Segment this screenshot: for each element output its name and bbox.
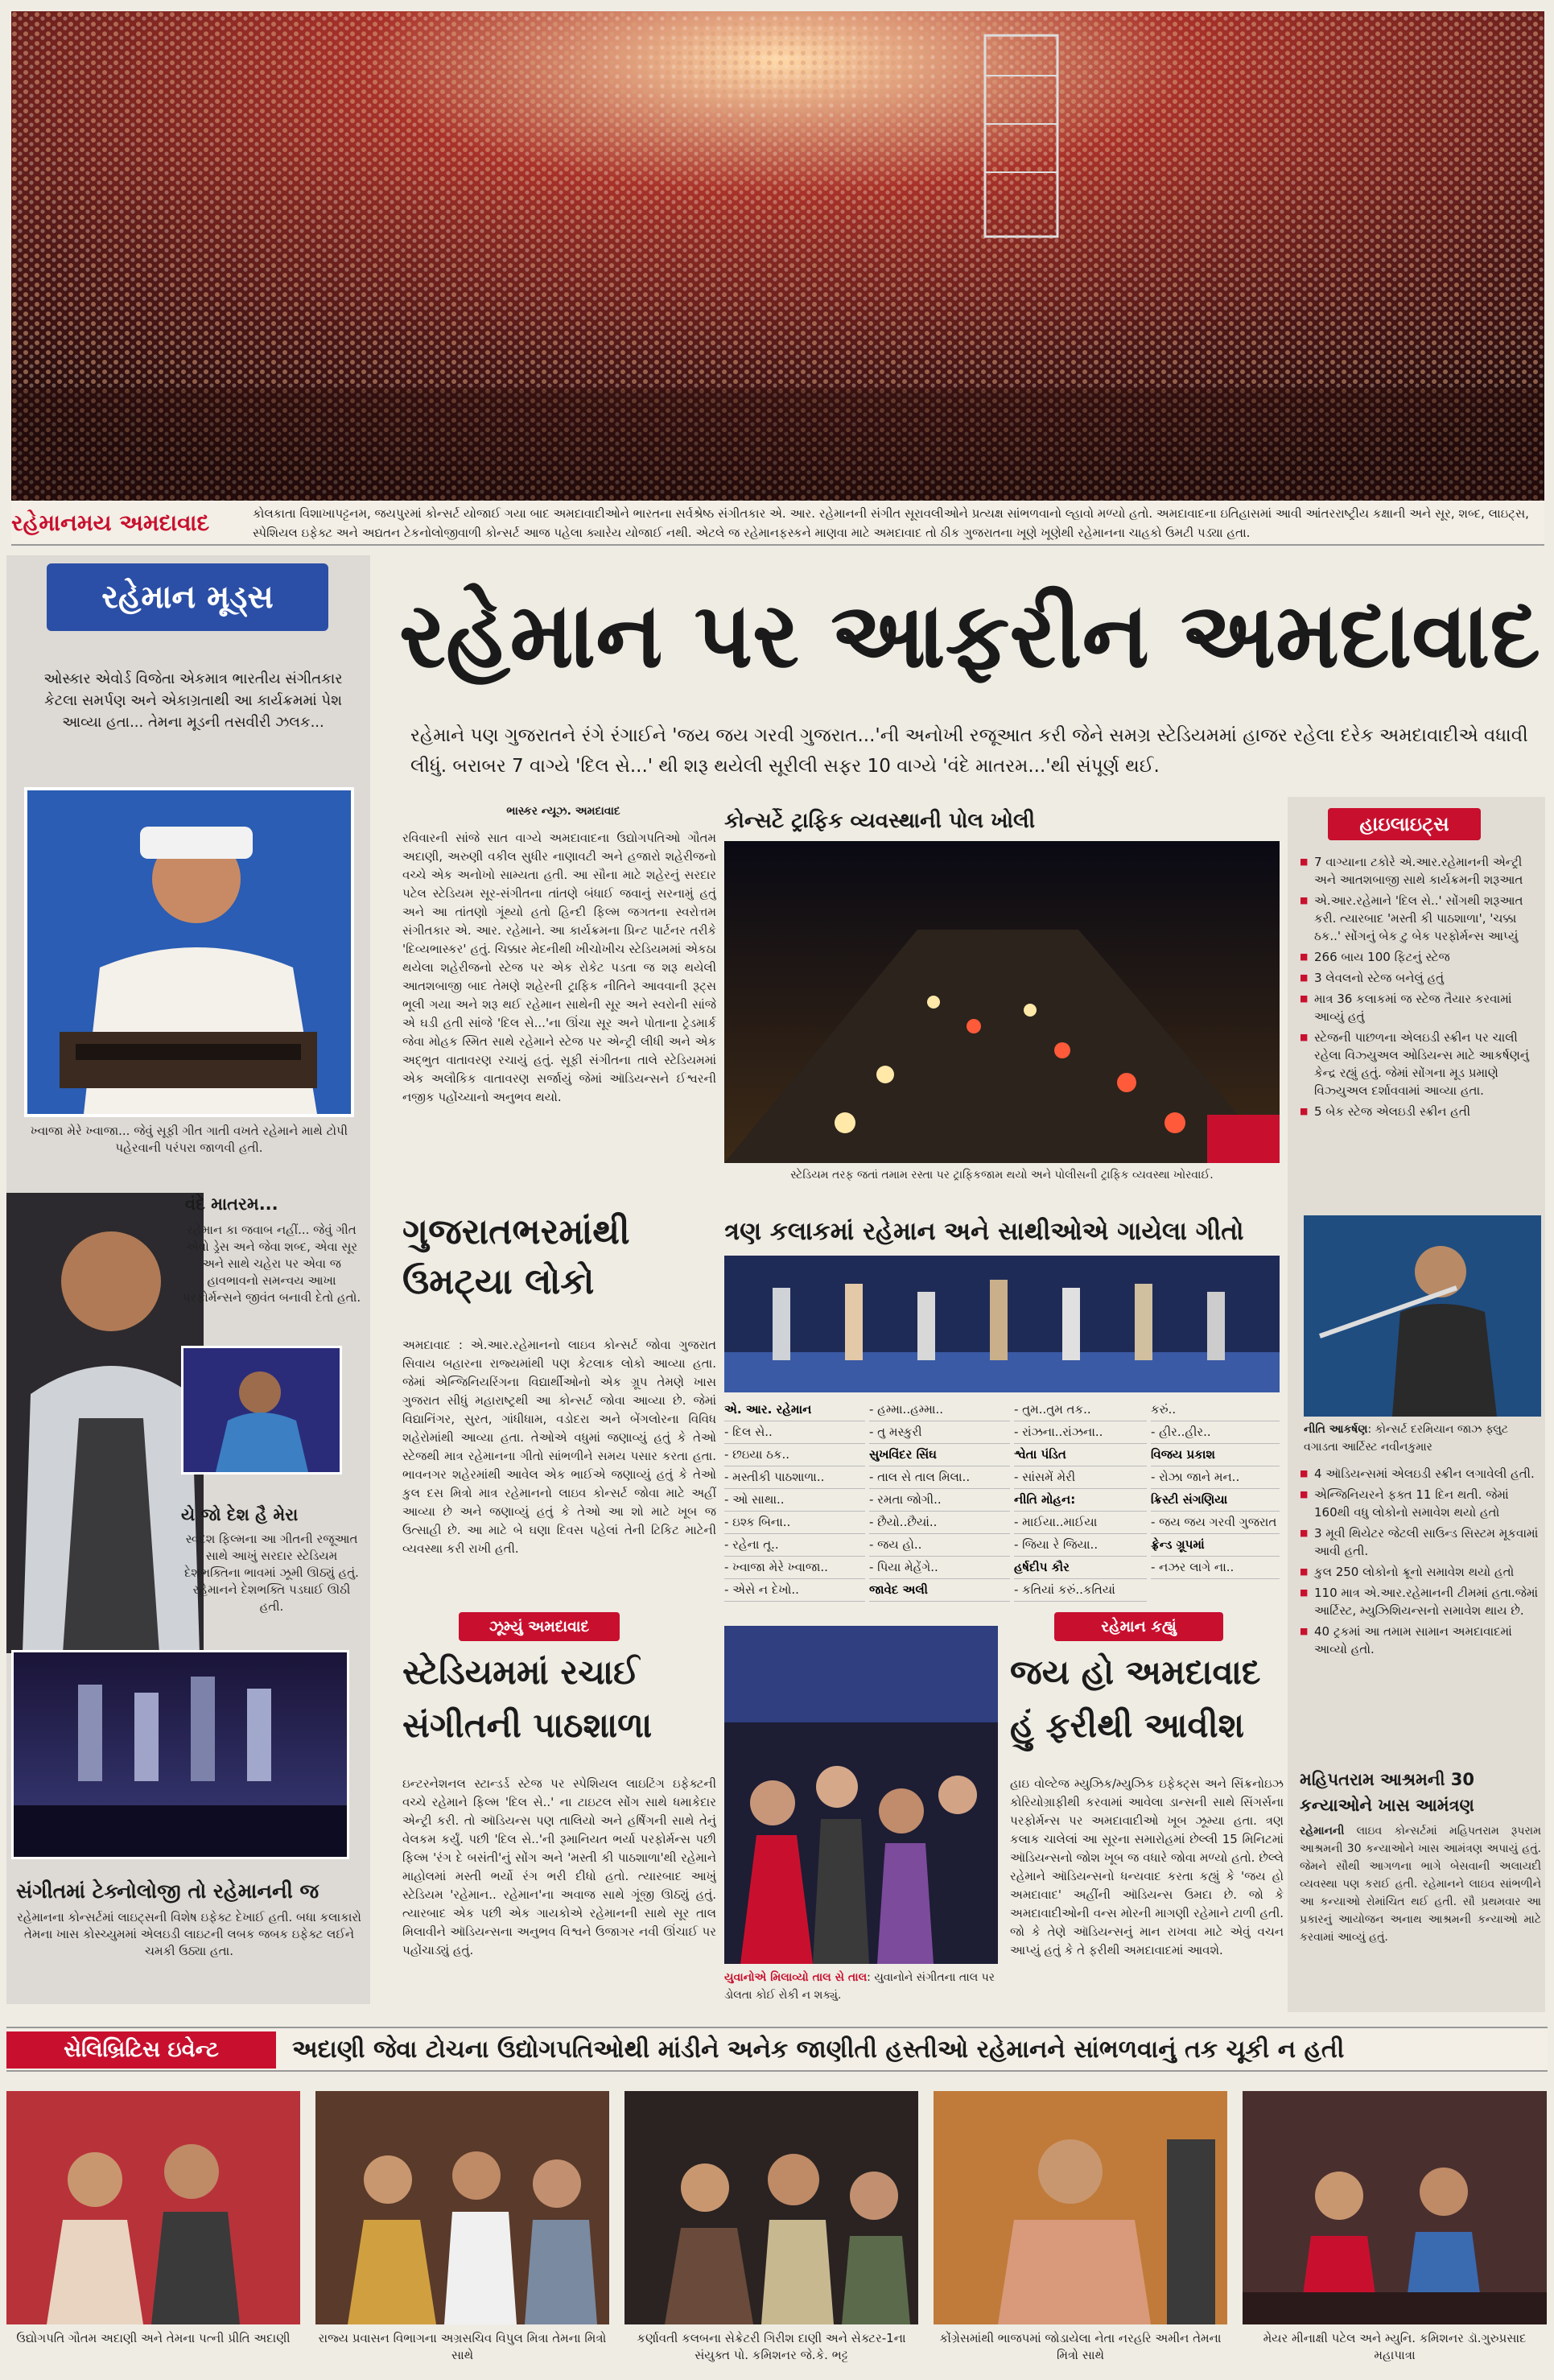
- traffic-caption: સ્ટેડિયમ તરફ જતાં તમામ રસ્તા પર ટ્રાફિકજામ થયો અને પોલીસની ટ્રાફિક વ્યવસ્થા ખોરવાઈ.: [790, 1169, 1214, 1182]
- traffic-photo: [724, 841, 1280, 1163]
- song-entry: - નઝર લાગે ના..: [1151, 1557, 1280, 1579]
- youthful-title: સ્ટેડિયમમાં રચાઈ સંગીતની પાઠશાળા: [402, 1652, 653, 1745]
- main-story-text: રવિવારની સાંજે સાત વાગ્યે અમદાવાદના ઉદ્યોગપતિઓ ગૌતમ અદાણી, અરુણી વકીલ સુધીર નાણાવટી અને હજારો શહેરીજનો વચ્ચે એક અનોખો સામ્યતા હતી. આ સૌના માટે શહેરનું સરદાર પટેલ સ્ટેડિયમ સૂર-સંગીતના તાંતણે બંધાઈ જવાનું સરનામું હતું અને આ તાંતણો ગૂંથ્યો હતો હિન્દી ફિલ્મ જગતના સ્વરોત્તમ સંગીતકાર એ. આર. રહેમાને. આ કાર્યક્રમના પ્રિન્ટ પાર્ટનર તરીકે 'દિવ્યભાસ્કર' હતું. ચિક્કાર મેદનીથી ખીચોખીચ સ્ટેડિયમમાં એકઠા થયેલા શહેરીજનો સ્ટેજ પર એક રોકેટ પડતા જ શરૂ થયેલી આતશબાજી બાદ તેમણે શહેરની ટ્રાફિક નીતિને આવવાની રૂટ્સ ભૂલી ગયા અને શરૂ થઈ રહેમાન સાથેની સૂર અને સ્વરોની સાંજે એ ઘડી હતી સાંજે 'દિલ સે...'ના ઊંચા સૂર અને પોતાના ટ્રેડમાર્ક જેવા મોહક સ્મિત સાથે રહેમાને સ્ટેજ પર એન્ટ્રી લીધી અને એક અદ્ભુત વાતાવરણ રચાયું હતું. સૂફી સંગીતના તાલે સ્ટેડિયમમાં એક અલૌકિક વાતાવરણ સર્જાયું જેમાં ઑડિયન્સને ઈશ્વરની નજીક પહોંચ્યાનો અનુભવ થયો.: [402, 831, 716, 1104]
- rehman-singing-photo: [181, 1346, 342, 1475]
- song-entry: - જય જય ગરવી ગુજરાત: [1151, 1512, 1280, 1534]
- flute-artist-photo: [1304, 1215, 1541, 1417]
- youth-crowd-photo: [724, 1626, 998, 1964]
- yeh-title: યે જો દેશ હૈ મેરા: [181, 1505, 299, 1524]
- moods-heading: રહેમાન મૂડ્સ: [47, 563, 328, 631]
- song-entry: - જય હો..: [869, 1534, 1010, 1557]
- song-entry: - છૈયો..છૈયાં..: [869, 1512, 1010, 1534]
- celeb-caption-2: રાજ્ય પ્રવાસન વિભાગના અગ્રસચિવ વિપુલ મિત્રા તેમના મિત્રો સાથે: [318, 2331, 607, 2362]
- songs-col-3: [1014, 1399, 1147, 1600]
- celeb-photo-1: [6, 2091, 300, 2324]
- song-entry: - સાંસમેં મેરી: [1014, 1466, 1147, 1489]
- songs-col-4: [1151, 1399, 1280, 1600]
- youth-caption: [724, 1969, 998, 2007]
- highlight-item: ■ 7 વાગ્યાના ટકોરે એ.આર.રહેમાનની એન્ટ્રી અને આતશબાજી સાથે કાર્યક્રમની શરૂઆત: [1300, 853, 1541, 889]
- moods-intro: ઓસ્કાર એવોર્ડ વિજેતા એકમાત્ર ભારતીય સંગીતકાર કેટલા સમર્પણ અને એકાગ્રતાથી આ કાર્યક્રમમાં પેશ આવ્યા હતા... તેમના મૂડની તસવીરી ઝલક...: [43, 670, 343, 731]
- celeb-headline: અદાણી જેવા ટોચના ઉદ્યોગપતિઓથી માંડીને અનેક જાણીતી હસ્તીઓ રહેમાનને સાંભળવાનું તક ચૂકી ન હતી: [292, 2036, 1345, 2064]
- celeb-caption-5: મેયર મીનાક્ષી પટેલ અને મ્યુનિ. કમિશનર ડૉ.ગુરુપ્રસાદ મહાપાત્રા: [1263, 2331, 1527, 2362]
- song-entry: - રહેના તૂ..: [724, 1534, 865, 1557]
- banner-strip: [11, 501, 1544, 546]
- highlights-list-2: [1300, 1465, 1541, 1771]
- traffic-title: કોન્સર્ટે ટ્રાફિક વ્યવસ્થાની પોલ ખોલી: [724, 809, 1036, 833]
- celeb-caption-1: ઉદ્યોગપતિ ગૌતમ અદાણી અને તેમના પત્ની પ્રીતિ અદાણી: [16, 2331, 291, 2345]
- banner-caption: કોલકાતા વિશાખાપટ્ટનમ, જયપુરમાં કોન્સર્ટ યોજાઈ ગયા બાદ અમદાવાદીઓને ભારતના સર્વશ્રેષ્ઠ સંગીતકાર એ. આર. રહેમાનની સંગીત સૂરાવલીઓને પ્રત્યક્ષ સાંભળવાનો લ્હાવો મળ્યો હતો. અમદાવાદના ઇતિહાસમાં આવી આંતરરાષ્ટ્રીય કક્ષાની અને સૂર, શબ્દ, લાઇટ્સ, સ્પેશિયલ ઇફેક્ટ અને અદ્યતન ટેકનોલોજીવાળી કોન્સર્ટ આજ પહેલા ક્યારેય યોજાઈ નથી. એટલે જ રહેમાનફસ્કને માણવા માટે અમદાવાદ તો ઠીક ગુજરાતના ખૂણે ખૂણેથી રહેમાનના ચાહકો ઉમટી પડ્યા હતા.: [253, 506, 1529, 540]
- song-entry: - પિયા મેહેંગે..: [869, 1557, 1010, 1579]
- vande-title: વંદે માતરમ...: [185, 1194, 278, 1214]
- song-entry: - દિલ સે..: [724, 1421, 865, 1444]
- song-entry: હર્ષદીપ કૌર: [1014, 1557, 1147, 1579]
- highlights-list: [1300, 853, 1541, 1207]
- song-entry: - મસ્તીકી પાઠશાળા..: [724, 1466, 865, 1489]
- song-entry: એ. આર. રહેમાન: [724, 1399, 865, 1421]
- highlight-item: ■ સ્ટેજની પાછળના એલઇડી સ્ક્રીન પર ચાલી રહેલા વિઝ્યુઅલ ઓડિયન્સ માટે આકર્ષણનું કેન્દ્ર રહ્યું હતું. જેમાં સોંગના મૂડ પ્રમાણે વિઝ્યુઅલ દર્શાવવામાં આવ્યા હતા.: [1300, 1029, 1541, 1099]
- songs-col-2: [869, 1399, 1010, 1600]
- tech-title: સંગીતમાં ટેક્નોલોજી તો રહેમાનની જ: [16, 1879, 319, 1903]
- song-entry: ક્રિસ્ટી સંગણિયા: [1151, 1489, 1280, 1512]
- flute-caption: [1304, 1421, 1541, 1458]
- celeb-strip: [6, 2027, 1548, 2072]
- song-entry: - રાંઝના..રાંઝના..: [1014, 1421, 1147, 1444]
- celeb-photo-2: [315, 2091, 609, 2324]
- ashram-body: લાઇવ કોન્સર્ટમાં મહિપતરામ રૂપરામ આશ્રમની 30 કન્યાઓને ખાસ આમંત્રણ અપાયું હતું. જેમને સૌથી આગળના ભાગે બેસવાની અલાયદી વ્યવસ્થા પણ કરાઈ હતી. રહેમાનને લાઇવ સાંભળીને આ કન્યાઓ રોમાંચિત થઈ હતી. સૌ પ્રથમવાર આ પ્રકારનું આયોજન અનાથ આશ્રમની કન્યાઓ માટે કરવામાં આવ્યું હતું.: [1300, 1825, 1541, 1944]
- highlight-item: ■ એ.આર.રહેમાને 'દિલ સે..' સોંગથી શરૂઆત કરી. ત્યારબાદ 'મસ્તી કી પાઠશાળા', 'ચક્કા ઠક..' સોંગનું બેક ટુ બેક પરફોર્મન્સ આપ્યું: [1300, 892, 1541, 945]
- song-entry: ફ્રેન્ડ ગ્રૂપમાં: [1151, 1534, 1280, 1557]
- song-entry: - રોઝા જાને મન..: [1151, 1466, 1280, 1489]
- youth-caption-bold: યુવાનોએ મિલાવ્યો તાલ સે તાલ: [724, 1971, 868, 1984]
- dancers-photo: [11, 1650, 349, 1859]
- song-entry: - રમતા જોગી..: [869, 1489, 1010, 1512]
- ashram-text: [1300, 1822, 1541, 2007]
- highlight-item: ■ 4 ઑડિયન્સમાં એલઇડી સ્ક્રીન લગાવેલી હતી.: [1300, 1465, 1541, 1483]
- song-entry: - જિયા રે જિયા..: [1014, 1534, 1147, 1557]
- song-entry: - તાલ સે તાલ મિલા..: [869, 1466, 1010, 1489]
- jaiho-tag: રહેમાન કહ્યું: [1054, 1612, 1223, 1641]
- highlight-item: ■ 3 મૂવી થિયેટર જેટલી સાઉન્ડ સિસ્ટમ મૂકવામાં આવી હતી.: [1300, 1524, 1541, 1560]
- jaiho-title: જય હો અમદાવાદ હું ફરીથી આવીશ: [1010, 1652, 1261, 1745]
- song-entry: કરું..: [1151, 1399, 1280, 1421]
- jaiho-text: હાઇ વોલ્ટેજ મ્યુઝિક/મ્યુઝિક ઇફેક્ટ્સ અને સિંક્રનોઇઝ કોરિયોગ્રાફીથી કરવામાં આવેલા ડાન્સની સાથે સિંગર્સના પરફોર્મન્સ પર અમદાવાદીઓ ખૂબ ઝૂમ્યા હતા. ત્રણ કલાક ચાલેલાં આ સૂરના સમારોહમાં છેલ્લી 15 મિનિટમાં ઑડિયન્સનો જોશ ખૂબ જ વધારે જોવા મળ્યો હતો. છેલ્લે રહેમાને ઑડિયન્સનો ધન્યવાદ કરતા કહ્યું કે 'જય હો અમદાવાદ' અહીંની ઑડિયન્સ ઉમદા છે. જો કે અમદાવાદીઓની વન્સ મોરની માગણી રહેમાને ટાળી હતી. જો કે તેણે ઑડિયન્સનું માન રાખવા માટે એવું વચન આપ્યું હતું કે તે ફરીથી અમદાવાદમાં આવશે.: [1010, 1776, 1284, 1957]
- highlight-item: ■ એન્જિનિયરને ફક્ત 11 દિન થતી. જેમાં 160થી વધુ લોકોનો સમાવેશ થયો હતો: [1300, 1486, 1541, 1521]
- highlight-item: ■ 3 લેવલનો સ્ટેજ બનેલું હતું: [1300, 969, 1541, 987]
- songs-title: ત્રણ કલાકમાં રહેમાન અને સાથીઓએ ગાયેલા ગીતો: [724, 1217, 1244, 1246]
- highlight-item: ■ 110 માત્ર એ.આર.રહેમાનની ટીમમાં હતા.જેમાં આર્ટિસ્ટ, મ્યુઝિશિયન્સનો સમાવેશ થાય છે.: [1300, 1584, 1541, 1619]
- main-headline: રહેમાન પર આફરીન અમદાવાદ: [399, 584, 1540, 688]
- song-entry: - ઇશ્ક બિના..: [724, 1512, 865, 1534]
- banner-label: રહેમાનમય અમદાવાદ: [11, 509, 210, 536]
- rehman-keyboard-photo: [24, 787, 354, 1117]
- youthful-tag: ઝૂમ્યું અમદાવાદ: [459, 1612, 620, 1641]
- song-entry: - માઈયા..માઈયા: [1014, 1512, 1147, 1534]
- song-entry: - છઇયા ઠક..: [724, 1444, 865, 1466]
- song-entry: - ઓ સાથા..: [724, 1489, 865, 1512]
- main-subhead: રહેમાને પણ ગુજરાતને રંગે રંગાઈને 'જય જય ગરવી ગુજરાત...'ની અનોખી રજૂઆત કરી જેને સમગ્ર સ્ટેડિયમમાં હાજર રહેલા દરેક અમદાવાદીએ વધાવી લીધું. બરાબર 7 વાગ્યે 'દિલ સે...' થી શરૂ થયેલી સૂરીલી સફર 10 વાગ્યે 'વંદે માતરમ...'થી સંપૂર્ણ થઈ.: [410, 725, 1528, 777]
- song-entry: - હીર..હીર..: [1151, 1421, 1280, 1444]
- celeb-label: સેલિબ્રિટિસ ઇવેન્ટ: [6, 2031, 276, 2069]
- ashram-lead: રહેમાનની: [1300, 1825, 1345, 1838]
- song-entry: જાવેદ અલી: [869, 1579, 1010, 1602]
- songs-stage-photo: [724, 1256, 1280, 1392]
- celeb-photo-3: [624, 2091, 918, 2324]
- main-byline: ભાસ્કર ન્યૂઝ. અમદાવાદ: [506, 805, 620, 818]
- song-entry: - એસે ન દેખો..: [724, 1579, 865, 1602]
- highlight-item: ■ 40 ટ્રકમાં આ તમામ સામાન અમદાવાદમાં આવ્યો હતો.: [1300, 1623, 1541, 1658]
- celeb-photo-5: [1243, 2091, 1547, 2324]
- song-entry: નીતિ મોહન:: [1014, 1489, 1147, 1512]
- songs-col-1: [724, 1399, 865, 1600]
- highlights-title: હાઇલાઇટ્સ: [1328, 808, 1481, 840]
- highlight-item: ■ માત્ર 36 કલાકમાં જ સ્ટેજ તૈયાર કરવામાં આવ્યું હતું: [1300, 990, 1541, 1025]
- song-entry: - હમ્મા..હમ્મા..: [869, 1399, 1010, 1421]
- rehman-jacket-photo: [6, 1193, 204, 1653]
- vande-text: રહેમાન કા જવાબ નહીં... જેવું ગીત એવો ડ્રેસ અને જેવા શબ્દ, એવા સૂર અને સાથે ચહેરા પર એવા જ હાવભાવનો સમન્વય આખા પરફોર્મન્સને જીવંત બનાવી દેતો હતો.: [182, 1223, 361, 1305]
- photo1-caption: ખ્વાજા મેરે ખ્વાજા... જેવું સૂફી ગીત ગાતી વખતે રહેમાને માથે ટોપી પહેરવાની પરંપરા જાળવી હતી.: [30, 1124, 348, 1155]
- song-entry: શ્વેતા પંડિત: [1014, 1444, 1147, 1466]
- song-entry: - તુમ..તુમ તક..: [1014, 1399, 1147, 1421]
- highlight-item: ■ 5 બેક સ્ટેજ એલઇડી સ્ક્રીન હતી: [1300, 1103, 1541, 1120]
- yeh-text: સ્વદેશ ફિલ્મના આ ગીતની રજૂઆત સાથે આખું સરદાર સ્ટેડિયમ દેશભક્તિના ભાવમાં ઝૂમી ઊઠ્યું હતું. રહેમાનને દેશભક્તિ પડઘાઈ ઊઠી હતી.: [184, 1532, 359, 1614]
- song-entry: - તુ મસ્કુરી: [869, 1421, 1010, 1444]
- ashram-title: મહિપતરામ આશ્રમની 30 કન્યાઓને ખાસ આમંત્રણ: [1300, 1770, 1475, 1815]
- song-entry: સુખવિંદર સિંઘ: [869, 1444, 1010, 1466]
- highlight-item: ■ કુલ 250 લોકોનો ક્રૂનો સમાવેશ થયો હતો: [1300, 1563, 1541, 1581]
- song-entry: - કતિયાં કરું..કતિયાં: [1014, 1579, 1147, 1602]
- gujarat-title: ગુજરાતભરમાંથી ઉમટ્યા લોકો: [402, 1211, 630, 1302]
- flute-caption-bold: નીતિ આકર્ષણ: [1304, 1423, 1368, 1436]
- tech-text: રહેમાનના કોન્સર્ટમાં લાઇટ્સની વિશેષ ઇફેક્ટ દેખાઈ હતી. બધા કલાકારો તેમના ખાસ કોસ્ચ્યુમમાં એલઇડી લાઇટની લબક જબક ઇફેક્ટ લઈને ચમકી ઉઠ્યા હતા.: [17, 1910, 361, 1958]
- gujarat-text: અમદાવાદ : એ.આર.રહેમાનનો લાઇવ કોન્સર્ટ જોવા ગુજરાત સિવાય બહારના રાજ્યમાંથી પણ કેટલાક લોકો આવ્યા હતા. જેમાં એન્જિનિયરિંગના વિદ્યાર્થીઓનો એક ગ્રૂપ તેમણે ખાસ ગુજરાત સીધું મહારાષ્ટ્રથી આ કોન્સર્ટ જોવા આવ્યા છે. જેમાં વિદ્યાનિંગર, સુરત, ગાંધીધામ, વડોદરા અને બેંગલોરના વિવિધ શહેરોમાંથી આવ્યા હતા. તેઓએ વધુમાં જણાવ્યું હતું કે તેઓ સ્ટેજથી માત્ર રહેમાનના ગીતો સાંભળીને સમય પસાર કરતા હતા. ભાવનગર શહેરમાંથી આવેલ એક ભાઈએ જણાવ્યું હતું કે તેઓ કુલ દસ મિત્રો માત્ર રહેમાનનો લાઇવ કોન્સર્ટ જોવા માટે અહીં આવ્યા છે અને જણાવ્યું હતું કે તેઓ આ શો માટે ખૂબ જ ઉત્સાહી છે. આ માટે બે ઘણા દિવસ પહેલાં તેની ટિકિટ માટેની વ્યવસ્થા કરી રાખી હતી.: [402, 1338, 716, 1556]
- celeb-caption-3: કર્ણાવતી કલબના સેક્રેટરી ગિરીશ દાણી અને સેક્ટર-1ના સંયુક્ત પો. કમિશનર જે.કે. ભટ્ટ: [637, 2331, 906, 2362]
- highlight-item: ■ 266 બાય 100 ફિટનું સ્ટેજ: [1300, 948, 1541, 966]
- crowd-photo: [11, 11, 1544, 501]
- youthful-text: ઇન્ટરનેશનલ સ્ટાન્ડર્ડ સ્ટેજ પર સ્પેશિયલ લાઇટિંગ ઇફેક્ટની વચ્ચે રહેમાને ફિલ્મ 'દિલ સે..' ના ટાઇટલ સોંગ સાથે ધમાકેદાર એન્ટ્રી કરી. તો ઑડિયન્સ પણ તાલિયો અને હર્ષિંગની સાથે તેનું વેલકમ કર્યું. પછી 'દિલ સે..'ની રૂમાનિયત ભર્યા પરફોર્મન્સ પછી ફિલ્મ 'રંગ દે બસંતી'નું સોંગ અને 'મસ્તી કી પાઠશાળા'થી રહેમાને માહોલમાં મસ્તી ભર્યો રંગ ભરી દીધો હતો. ત્યારબાદ આખું સ્ટેડિયમ 'રહેમાન.. રહેમાન'ના અવાજ સાથે ગૂંજી ઊઠ્યું હતું. ત્યારબાદ એક પછી એક ગાયકોએ રહેમાનની સાથે સૂર તાલ મિલાવીને ઑડિયન્સના અનુભવ વિશ્વને ઉજાગર નવી ઊંચાઈ પર પહોંચાડ્યું હતું.: [402, 1776, 716, 1957]
- flute-caption-text: : કોન્સર્ટ દરમિયાન જાઝ ફ્લુટ વગાડતા આર્ટિસ્ટ નવીનકુમાર: [1304, 1423, 1509, 1454]
- celeb-photo-4: [934, 2091, 1227, 2324]
- song-entry: વિજય પ્રકાશ: [1151, 1444, 1280, 1466]
- song-entry: - ખ્વાજા મેરે ખ્વાજા..: [724, 1557, 865, 1579]
- youth-caption-text: : યુવાનોને સંગીતના તાલ પર ડોલતા કોઈ રોકી ન શક્યું.: [724, 1971, 995, 2002]
- celeb-caption-4: કોંગ્રેસમાંથી ભાજપમાં જોડાયેલા નેતા નરહરિ અમીન તેમના મિત્રો સાથે: [939, 2331, 1222, 2362]
